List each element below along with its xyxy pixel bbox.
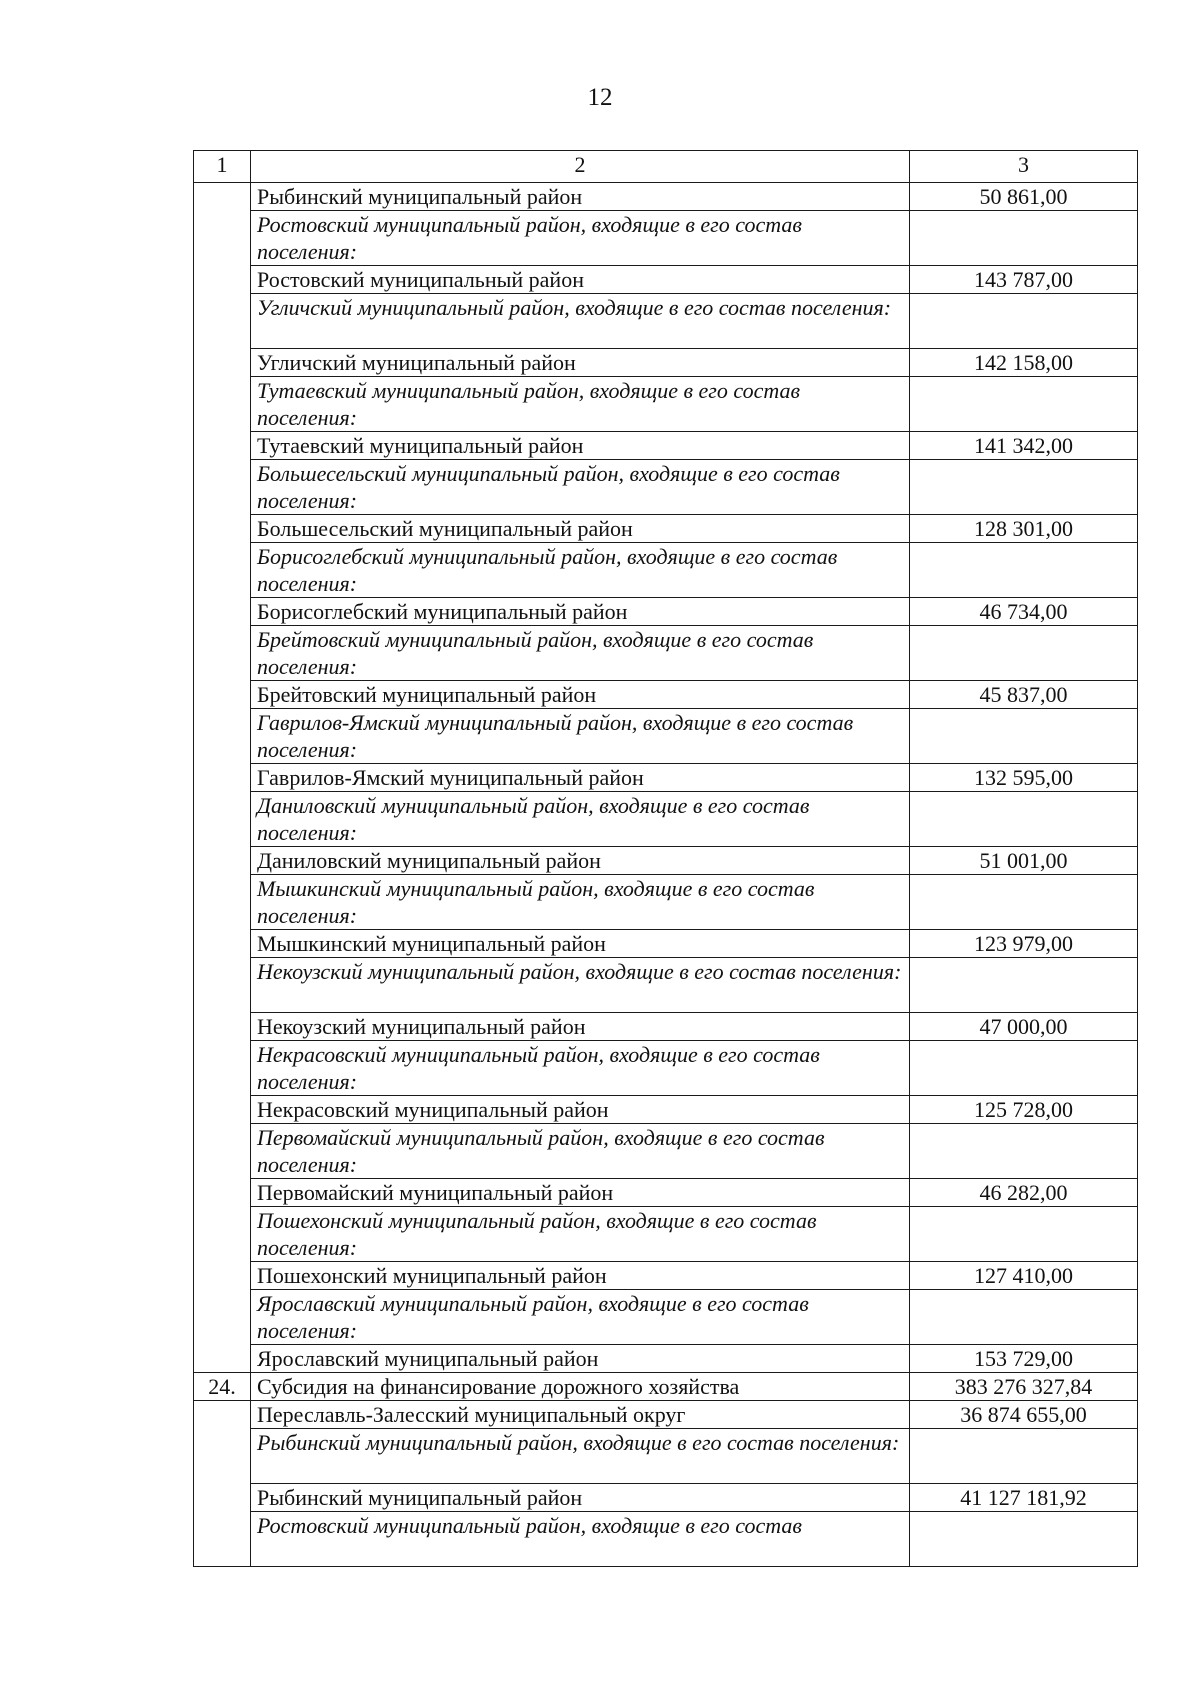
row-number [194, 211, 251, 266]
row-number [194, 377, 251, 432]
row-number [194, 847, 251, 875]
table-row [194, 1290, 1138, 1345]
row-amount: 45 837,00 [910, 681, 1138, 709]
row-name: Рыбинский муниципальный район, входящие в его состав поселения: [251, 1429, 910, 1484]
row-number [194, 1179, 251, 1207]
row-number [194, 681, 251, 709]
table-row [194, 1345, 1138, 1373]
row-number [194, 1096, 251, 1124]
row-amount: 50 861,00 [910, 183, 1138, 211]
row-amount [910, 211, 1138, 266]
table-row [194, 875, 1138, 930]
row-number [194, 1401, 251, 1429]
table-row [194, 1512, 1138, 1567]
row-number [194, 626, 251, 681]
row-name: Рыбинский муниципальный район [251, 1484, 910, 1512]
row-amount: 142 158,00 [910, 349, 1138, 377]
row-name: Субсидия на финансирование дорожного хозяйства [251, 1373, 910, 1401]
row-name: Тутаевский муниципальный район, входящие в его состав поселения: [251, 377, 910, 432]
row-amount: 127 410,00 [910, 1262, 1138, 1290]
row-name: Даниловский муниципальный район, входящие в его состав поселения: [251, 792, 910, 847]
row-name: Борисоглебский муниципальный район, входящие в его состав поселения: [251, 543, 910, 598]
row-name: Первомайский муниципальный район [251, 1179, 910, 1207]
table-row [194, 1401, 1138, 1429]
header-col-amount: 3 [910, 151, 1138, 183]
row-name: Некоузский муниципальный район [251, 1013, 910, 1041]
row-amount [910, 294, 1138, 349]
table-row [194, 626, 1138, 681]
row-name: Некрасовский муниципальный район, входящие в его состав поселения: [251, 1041, 910, 1096]
row-name: Ростовский муниципальный район, входящие в его состав поселения: [251, 211, 910, 266]
row-number [194, 1207, 251, 1262]
table-row [194, 377, 1138, 432]
row-name: Мышкинский муниципальный район, входящие в его состав поселения: [251, 875, 910, 930]
table-row [194, 1484, 1138, 1512]
row-amount [910, 792, 1138, 847]
row-name: Ростовский муниципальный район, входящие в его состав [251, 1512, 910, 1567]
row-name: Большесельский муниципальный район, входящие в его состав поселения: [251, 460, 910, 515]
row-amount: 143 787,00 [910, 266, 1138, 294]
row-amount: 383 276 327,84 [910, 1373, 1138, 1401]
row-name: Пошехонский муниципальный район, входящие в его состав поселения: [251, 1207, 910, 1262]
table-row [194, 847, 1138, 875]
table-row [194, 294, 1138, 349]
table-row [194, 432, 1138, 460]
row-amount [910, 626, 1138, 681]
row-name: Рыбинский муниципальный район [251, 183, 910, 211]
table-row [194, 764, 1138, 792]
row-number [194, 1512, 251, 1567]
table-row [194, 958, 1138, 1013]
row-number [194, 1290, 251, 1345]
row-name: Некоузский муниципальный район, входящие в его состав поселения: [251, 958, 910, 1013]
row-amount: 36 874 655,00 [910, 1401, 1138, 1429]
table-row [194, 598, 1138, 626]
table-header-row [194, 151, 1138, 183]
row-amount: 46 734,00 [910, 598, 1138, 626]
row-number [194, 792, 251, 847]
table-row [194, 1013, 1138, 1041]
row-number [194, 183, 251, 211]
table-row [194, 543, 1138, 598]
row-amount: 125 728,00 [910, 1096, 1138, 1124]
row-name: Гаврилов-Ямский муниципальный район, входящие в его состав поселения: [251, 709, 910, 764]
table-row [194, 930, 1138, 958]
row-name: Угличский муниципальный район, входящие в его состав поселения: [251, 294, 910, 349]
row-number [194, 349, 251, 377]
row-number [194, 1041, 251, 1096]
row-number [194, 543, 251, 598]
row-number [194, 1429, 251, 1484]
table-row [194, 1179, 1138, 1207]
row-name: Брейтовский муниципальный район, входящие в его состав поселения: [251, 626, 910, 681]
table-row [194, 515, 1138, 543]
row-name: Тутаевский муниципальный район [251, 432, 910, 460]
header-col-name: 2 [251, 151, 910, 183]
row-amount [910, 1124, 1138, 1179]
row-number [194, 266, 251, 294]
row-amount: 128 301,00 [910, 515, 1138, 543]
row-name: Мышкинский муниципальный район [251, 930, 910, 958]
row-number [194, 1345, 251, 1373]
row-number [194, 460, 251, 515]
row-number [194, 432, 251, 460]
row-name: Даниловский муниципальный район [251, 847, 910, 875]
table-row [194, 1041, 1138, 1096]
allocation-table [193, 150, 1138, 1567]
row-name: Брейтовский муниципальный район [251, 681, 910, 709]
row-amount [910, 543, 1138, 598]
row-name: Первомайский муниципальный район, входящие в его состав поселения: [251, 1124, 910, 1179]
row-name: Угличский муниципальный район [251, 349, 910, 377]
table-row [194, 1429, 1138, 1484]
page-number: 12 [587, 84, 613, 111]
row-amount: 47 000,00 [910, 1013, 1138, 1041]
table-row [194, 792, 1138, 847]
row-amount: 41 127 181,92 [910, 1484, 1138, 1512]
row-amount: 153 729,00 [910, 1345, 1138, 1373]
row-number [194, 1124, 251, 1179]
row-name: Ярославский муниципальный район [251, 1345, 910, 1373]
row-amount [910, 1207, 1138, 1262]
row-amount: 46 282,00 [910, 1179, 1138, 1207]
row-name: Борисоглебский муниципальный район [251, 598, 910, 626]
row-amount: 132 595,00 [910, 764, 1138, 792]
row-number [194, 764, 251, 792]
table-body [194, 183, 1138, 1567]
row-name: Ярославский муниципальный район, входящие в его состав поселения: [251, 1290, 910, 1345]
table-row [194, 681, 1138, 709]
row-number [194, 709, 251, 764]
row-name: Пошехонский муниципальный район [251, 1262, 910, 1290]
row-number: 24. [194, 1373, 251, 1401]
table-row [194, 349, 1138, 377]
row-name: Некрасовский муниципальный район [251, 1096, 910, 1124]
row-amount [910, 1429, 1138, 1484]
table-row [194, 460, 1138, 515]
table-row [194, 1373, 1138, 1401]
table-row [194, 709, 1138, 764]
row-amount [910, 1290, 1138, 1345]
row-number [194, 1013, 251, 1041]
header-col-number: 1 [194, 151, 251, 183]
row-number [194, 1484, 251, 1512]
row-number [194, 930, 251, 958]
row-number [194, 875, 251, 930]
row-amount [910, 1041, 1138, 1096]
table-row [194, 266, 1138, 294]
row-amount [910, 460, 1138, 515]
row-amount [910, 709, 1138, 764]
table-row [194, 1096, 1138, 1124]
row-amount: 51 001,00 [910, 847, 1138, 875]
row-number [194, 598, 251, 626]
table-row [194, 211, 1138, 266]
row-amount [910, 875, 1138, 930]
row-name: Гаврилов-Ямский муниципальный район [251, 764, 910, 792]
row-name: Ростовский муниципальный район [251, 266, 910, 294]
row-number [194, 294, 251, 349]
row-amount [910, 377, 1138, 432]
table-row [194, 1124, 1138, 1179]
row-number [194, 1262, 251, 1290]
table-row [194, 1262, 1138, 1290]
row-amount: 141 342,00 [910, 432, 1138, 460]
row-amount [910, 1512, 1138, 1567]
table-row [194, 1207, 1138, 1262]
row-name: Переславль-Залесский муниципальный округ [251, 1401, 910, 1429]
row-amount [910, 958, 1138, 1013]
table-row [194, 183, 1138, 211]
row-name: Большесельский муниципальный район [251, 515, 910, 543]
row-amount: 123 979,00 [910, 930, 1138, 958]
row-number [194, 958, 251, 1013]
row-number [194, 515, 251, 543]
